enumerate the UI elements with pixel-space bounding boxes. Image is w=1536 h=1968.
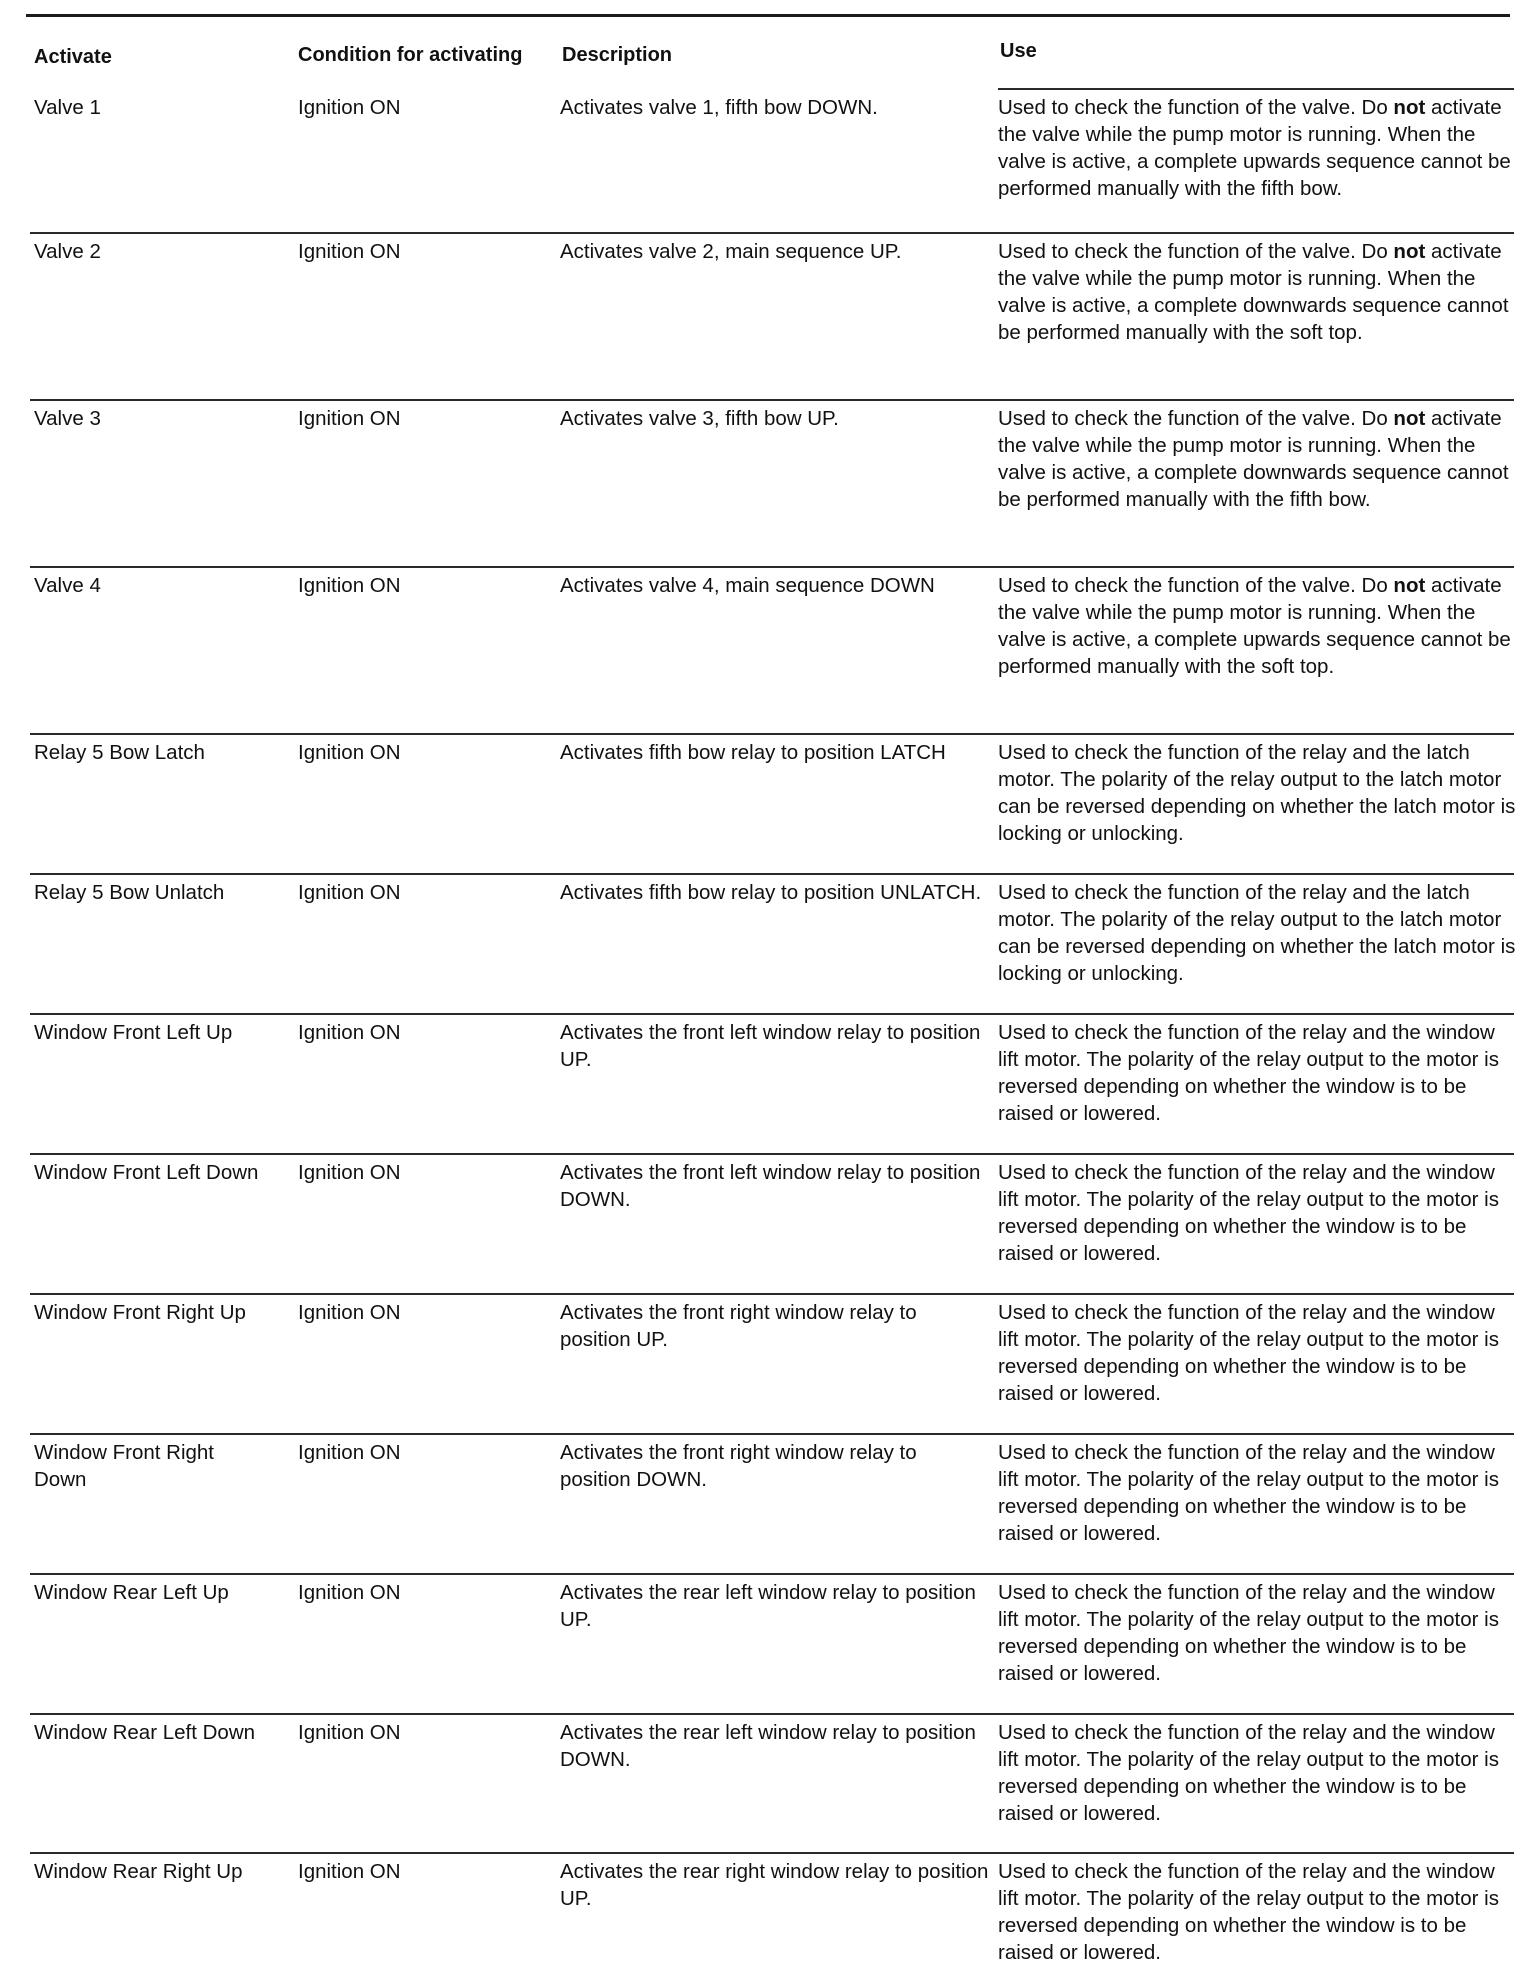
cell-use: Used to check the function of the relay and the window lift motor. The polarity of the relay output to the motor is reversed depending on whether the window is to be raised or lowered.	[998, 1721, 1499, 1825]
use-text-end: activate the valve while the pump motor is running. When the valve is active, a complete upwards sequence cannot be performed manually with the soft top.	[998, 574, 1511, 678]
cell-use	[998, 238, 1518, 346]
cell-description: Activates the rear left window relay to position UP.	[560, 1581, 976, 1631]
cell-condition: Ignition ON	[298, 1441, 401, 1464]
row-divider	[30, 1013, 1514, 1015]
cell-condition: Ignition ON	[298, 407, 401, 430]
use-emphasis: not	[1393, 407, 1426, 430]
header-condition: Condition for activating	[298, 44, 523, 66]
row-divider	[30, 873, 1514, 875]
cell-description: Activates fifth bow relay to position UNLATCH.	[560, 881, 982, 904]
cell-activate: Valve 1	[34, 96, 101, 119]
cell-activate: Window Front Left Up	[34, 1021, 233, 1044]
cell-activate: Window Rear Left Up	[34, 1581, 229, 1604]
use-emphasis: not	[1393, 96, 1426, 119]
top-rule	[26, 14, 1510, 17]
cell-activate: Window Front Left Down	[34, 1161, 259, 1184]
row-divider	[30, 1852, 1514, 1854]
cell-use	[998, 94, 1518, 202]
cell-description: Activates the front left window relay to position DOWN.	[560, 1161, 981, 1211]
use-text-end: activate the valve while the pump motor is running. When the valve is active, a complete upwards sequence cannot be performed manually with the fifth bow.	[998, 96, 1511, 200]
cell-condition: Ignition ON	[298, 1721, 401, 1744]
cell-use: Used to check the function of the relay and the window lift motor. The polarity of the relay output to the motor is reversed depending on whether the window is to be raised or lowered.	[998, 1021, 1499, 1125]
cell-condition: Ignition ON	[298, 881, 401, 904]
cell-activate: Relay 5 Bow Unlatch	[34, 881, 225, 904]
use-text-start: Used to check the function of the valve. Do	[998, 574, 1394, 597]
row-divider	[30, 399, 1514, 401]
use-emphasis: not	[1393, 240, 1426, 263]
cell-use: Used to check the function of the relay and the window lift motor. The polarity of the relay output to the motor is reversed depending on whether the window is to be raised or lowered.	[998, 1581, 1499, 1685]
cell-use: Used to check the function of the relay and the window lift motor. The polarity of the relay output to the motor is reversed depending on whether the window is to be raised or lowered.	[998, 1441, 1499, 1545]
cell-description: Activates valve 1, fifth bow DOWN.	[560, 96, 878, 119]
cell-description: Activates the rear left window relay to position DOWN.	[560, 1721, 976, 1771]
cell-condition: Ignition ON	[298, 574, 401, 597]
cell-condition: Ignition ON	[298, 240, 401, 263]
cell-description: Activates fifth bow relay to position LATCH	[560, 741, 946, 764]
row-divider	[30, 733, 1514, 735]
cell-activate: Window Front Right Up	[34, 1301, 246, 1324]
cell-description: Activates the front right window relay to position UP.	[560, 1301, 917, 1351]
cell-use: Used to check the function of the relay and the latch motor. The polarity of the relay output to the latch motor can be reversed depending on whether the latch motor is locking or unlocking.	[998, 741, 1516, 845]
cell-use	[998, 572, 1518, 680]
cell-use: Used to check the function of the relay and the window lift motor. The polarity of the relay output to the motor is reversed depending on whether the window is to be raised or lowered.	[998, 1860, 1499, 1964]
cell-condition: Ignition ON	[298, 1581, 401, 1604]
cell-activate: Valve 3	[34, 407, 101, 430]
cell-activate: Window Rear Right Up	[34, 1860, 243, 1883]
header-activate: Activate	[34, 46, 112, 68]
cell-condition: Ignition ON	[298, 1161, 401, 1184]
row-divider	[998, 88, 1514, 90]
cell-condition: Ignition ON	[298, 1021, 401, 1044]
row-divider	[30, 1573, 1514, 1575]
row-divider	[30, 1713, 1514, 1715]
header-use: Use	[1000, 40, 1037, 62]
row-divider	[30, 232, 1514, 234]
cell-use: Used to check the function of the relay and the latch motor. The polarity of the relay output to the latch motor can be reversed depending on whether the latch motor is locking or unlocking.	[998, 881, 1516, 985]
cell-use	[998, 405, 1518, 513]
row-divider	[30, 1153, 1514, 1155]
use-text-start: Used to check the function of the valve. Do	[998, 407, 1394, 430]
row-divider	[30, 1433, 1514, 1435]
cell-description: Activates valve 3, fifth bow UP.	[560, 407, 839, 430]
cell-condition: Ignition ON	[298, 1860, 401, 1883]
cell-activate: Window Rear Left Down	[34, 1721, 256, 1744]
cell-description: Activates valve 2, main sequence UP.	[560, 240, 902, 263]
use-text-start: Used to check the function of the valve. Do	[998, 240, 1394, 263]
cell-description: Activates valve 4, main sequence DOWN	[560, 574, 935, 597]
use-emphasis: not	[1393, 574, 1426, 597]
cell-use: Used to check the function of the relay and the window lift motor. The polarity of the relay output to the motor is reversed depending on whether the window is to be raised or lowered.	[998, 1301, 1499, 1405]
row-divider	[30, 1293, 1514, 1295]
cell-activate: Window Front Right Down	[34, 1441, 215, 1491]
cell-description: Activates the front right window relay to position DOWN.	[560, 1441, 917, 1491]
header-description: Description	[562, 44, 673, 66]
row-divider	[30, 566, 1514, 568]
cell-activate: Valve 4	[34, 574, 101, 597]
cell-activate: Valve 2	[34, 240, 101, 263]
cell-use: Used to check the function of the relay and the window lift motor. The polarity of the relay output to the motor is reversed depending on whether the window is to be raised or lowered.	[998, 1161, 1499, 1265]
cell-description: Activates the rear right window relay to position UP.	[560, 1860, 989, 1910]
cell-condition: Ignition ON	[298, 741, 401, 764]
cell-condition: Ignition ON	[298, 1301, 401, 1324]
use-text-end: activate the valve while the pump motor is running. When the valve is active, a complete downwards sequence cannot be performed manually with the soft top.	[998, 240, 1509, 344]
table-header	[0, 30, 1536, 90]
use-text-start: Used to check the function of the valve. Do	[998, 96, 1394, 119]
use-text-end: activate the valve while the pump motor is running. When the valve is active, a complete downwards sequence cannot be performed manually with the fifth bow.	[998, 407, 1509, 511]
cell-condition: Ignition ON	[298, 96, 401, 119]
cell-description: Activates the front left window relay to position UP.	[560, 1021, 981, 1071]
cell-activate: Relay 5 Bow Latch	[34, 741, 205, 764]
